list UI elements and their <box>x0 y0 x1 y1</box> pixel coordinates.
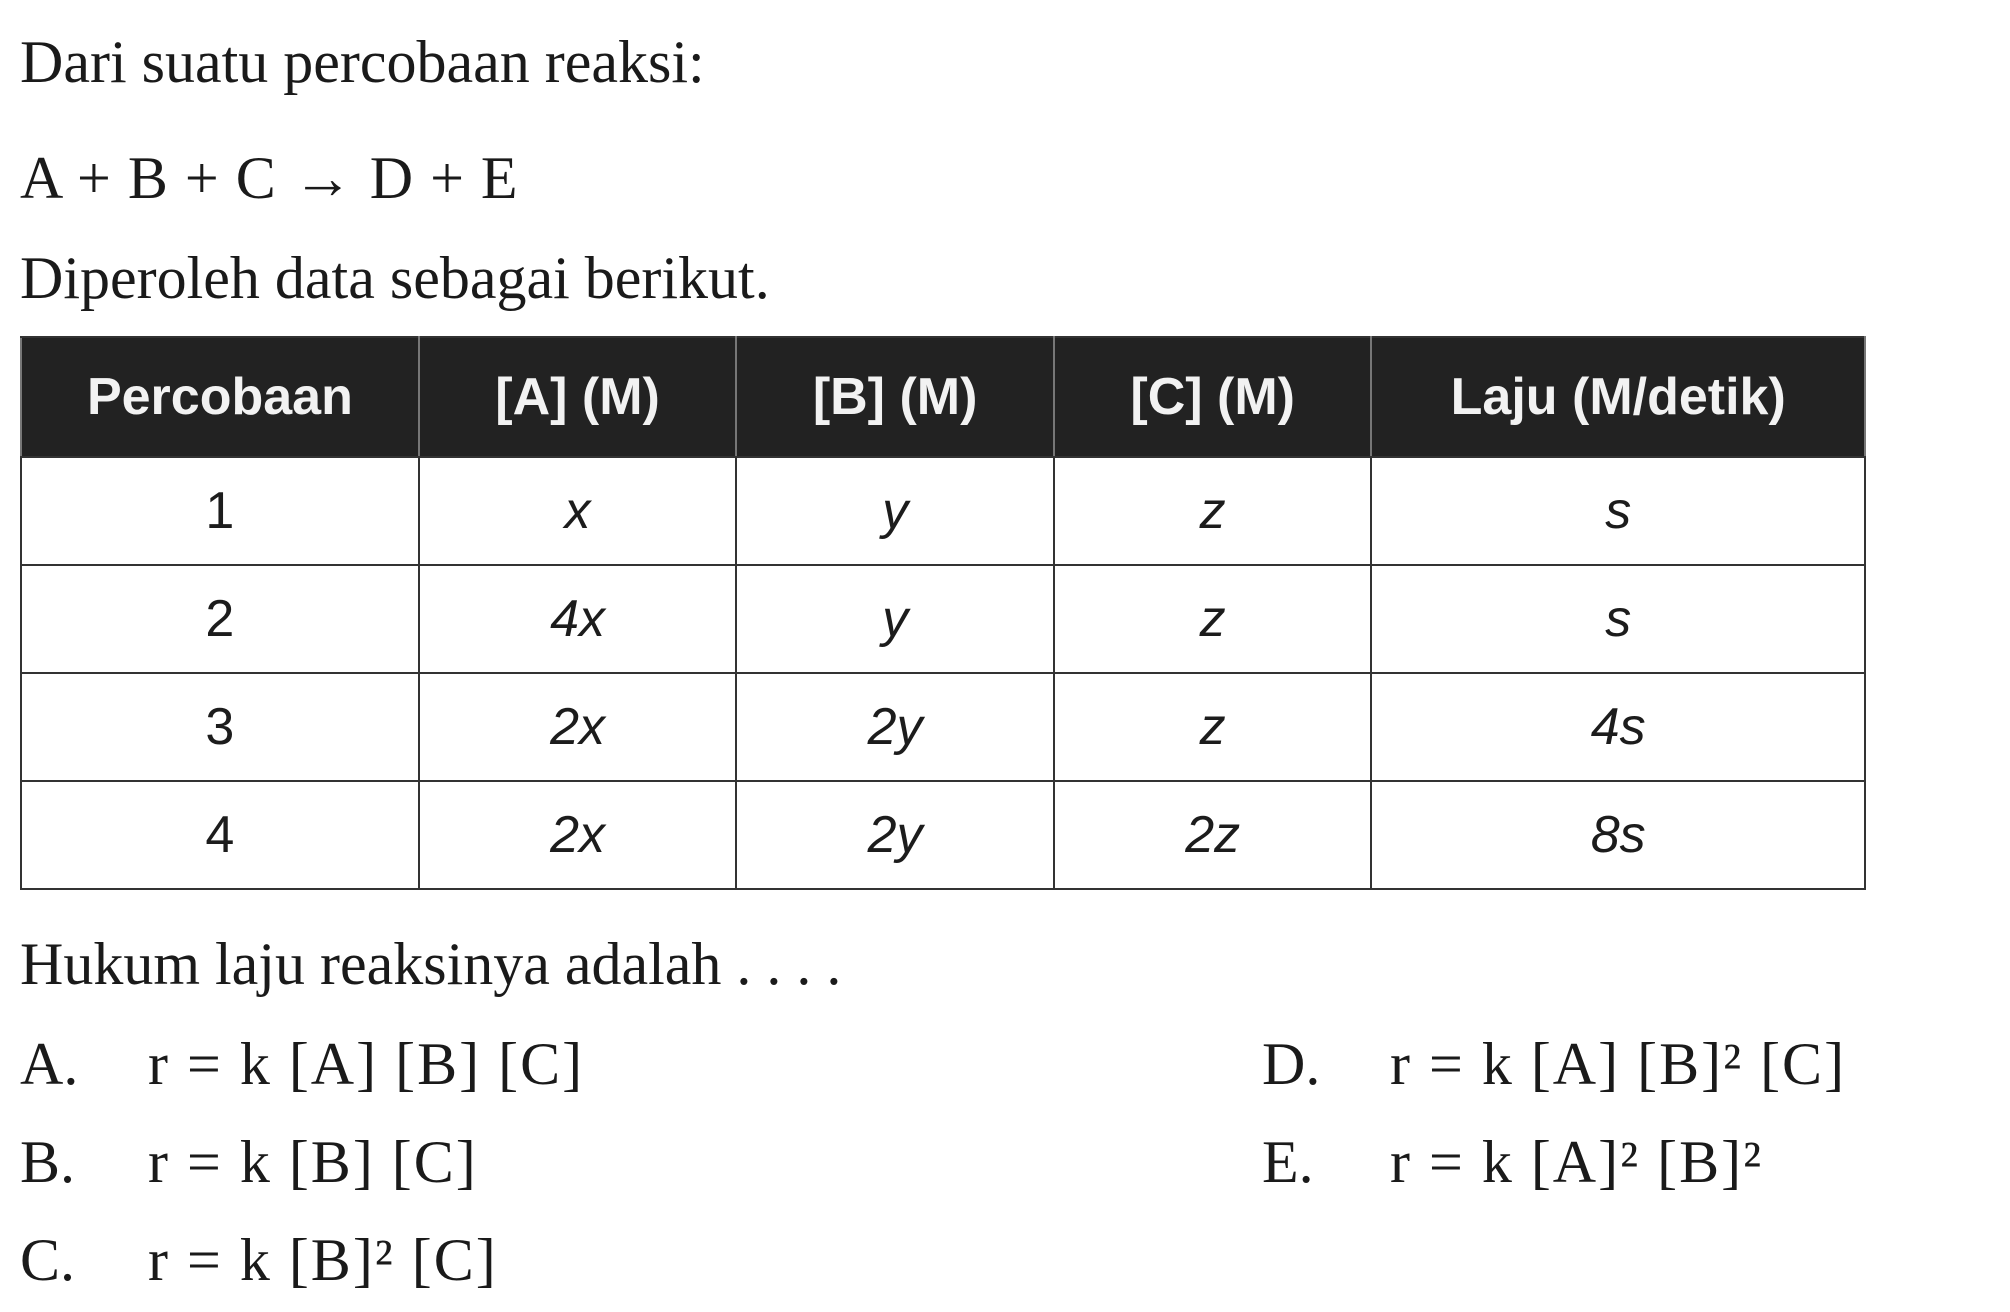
reaction-equation: A + B + C → D + E <box>20 145 519 211</box>
cell-experiment-number: 1 <box>21 457 419 565</box>
option-letter: D. <box>1262 1031 1321 1097</box>
cell-rate: 4s <box>1371 673 1865 781</box>
table-row <box>21 673 1865 781</box>
answer-option-a[interactable] <box>20 1031 585 1097</box>
cell-concentration-b: y <box>736 565 1054 673</box>
option-expression: r = k [B]² [C] <box>148 1227 498 1293</box>
cell-concentration-b: y <box>736 457 1054 565</box>
answer-option-c[interactable] <box>20 1227 498 1293</box>
answer-option-e[interactable] <box>1262 1129 1764 1195</box>
table-row <box>21 781 1865 889</box>
header-percobaan: Percobaan <box>21 337 419 457</box>
cell-concentration-c: z <box>1054 565 1372 673</box>
cell-rate: s <box>1371 565 1865 673</box>
cell-experiment-number: 4 <box>21 781 419 889</box>
option-letter: A. <box>20 1031 79 1097</box>
intro-text: Dari suatu percobaan reaksi: <box>20 29 705 95</box>
cell-rate: 8s <box>1371 781 1865 889</box>
option-letter: E. <box>1262 1129 1314 1195</box>
header-rate: Laju (M/detik) <box>1371 337 1865 457</box>
question-text: Hukum laju reaksinya adalah . . . . <box>20 931 842 997</box>
experiment-data-table <box>20 336 1866 890</box>
option-expression: r = k [A] [B] [C] <box>148 1031 585 1097</box>
header-concentration-b: [B] (M) <box>736 337 1054 457</box>
cell-concentration-a: x <box>419 457 737 565</box>
option-letter: B. <box>20 1129 76 1195</box>
cell-concentration-c: z <box>1054 673 1372 781</box>
cell-concentration-a: 4x <box>419 565 737 673</box>
cell-concentration-c: 2z <box>1054 781 1372 889</box>
option-letter: C. <box>20 1227 76 1293</box>
table-row <box>21 457 1865 565</box>
cell-experiment-number: 2 <box>21 565 419 673</box>
cell-rate: s <box>1371 457 1865 565</box>
cell-experiment-number: 3 <box>21 673 419 781</box>
cell-concentration-a: 2x <box>419 673 737 781</box>
cell-concentration-c: z <box>1054 457 1372 565</box>
table-header-row <box>21 337 1865 457</box>
table-row <box>21 565 1865 673</box>
option-expression: r = k [B] [C] <box>148 1129 478 1195</box>
option-expression: r = k [A]² [B]² <box>1390 1129 1764 1195</box>
cell-concentration-b: 2y <box>736 781 1054 889</box>
option-expression: r = k [A] [B]² [C] <box>1390 1031 1847 1097</box>
answer-option-d[interactable] <box>1262 1031 1847 1097</box>
cell-concentration-b: 2y <box>736 673 1054 781</box>
data-intro-text: Diperoleh data sebagai berikut. <box>20 245 770 311</box>
cell-concentration-a: 2x <box>419 781 737 889</box>
answer-option-b[interactable] <box>20 1129 478 1195</box>
header-concentration-a: [A] (M) <box>419 337 737 457</box>
header-concentration-c: [C] (M) <box>1054 337 1372 457</box>
